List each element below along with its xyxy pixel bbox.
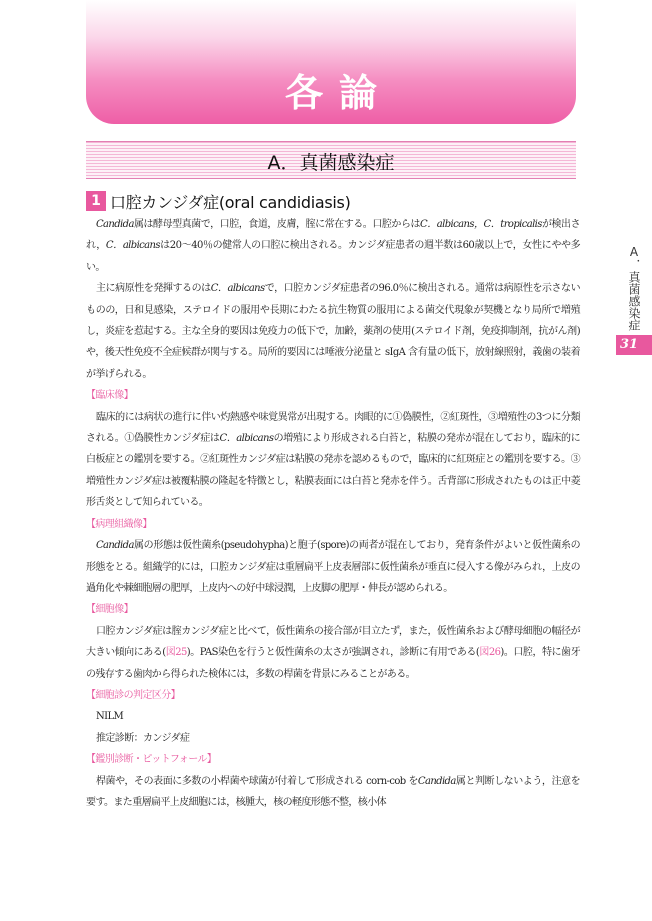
histology-label: 【病理組織像】 [86,518,152,530]
heading-number-badge: 1 [86,191,106,211]
clinical-paragraph [86,407,580,514]
genus-name: Candida [96,540,134,552]
text-span: )。口腔，特に歯牙の残存する歯肉から得られた検体には，多数の桿菌を背景にみることがある。 [86,647,580,680]
clinical-label: 【臨床像】 [86,390,133,402]
figure-ref-26[interactable]: 図26 [479,647,501,659]
section-title: A．真菌感染症 [267,152,395,174]
judgement-line-2: 推定診断：カンジダ症 [96,732,190,744]
chapter-banner [86,0,576,124]
species-names: C．albicans，C．tropicalis [420,219,542,230]
section-band [86,141,576,179]
side-chapter-label: A．真菌感染症 [627,245,641,331]
text-span: 口腔カンジダ症は腟カンジダ症と比べて，仮性菌糸の接合部が目立たず，また，仮性菌糸および酵母細胞の幅径が大きい傾向にある( [86,625,580,659]
chapter-title: 各論 [284,71,393,115]
species-name: C．albicans [105,240,160,252]
intro-paragraph-2 [86,278,580,385]
heading-text: 口腔カンジダ症(oral candidiasis) [110,192,351,212]
text-span: 属は酵母型真菌で，口腔，食道，皮膚，腟に常在する。口腔からは [133,219,421,230]
genus-name: Candida [96,219,134,230]
text-span: 主に病原性を発揮するのは [96,283,211,295]
text-span: 属の形態は仮性菌糸(pseudohypha)と胞子(spore)の両者が混在しており，発育条件がよいと仮性菌糸の形態をとる。組織学的には，口腔カンジダ症は重層扁平上皮表層部に仮性菌糸が垂直に侵入する像がみられ，上皮の過角化や棘細胞層の肥厚，上皮内への好中球浸潤，上皮脚の肥厚・伸長が認められる。 [86,540,580,594]
body-text [86,214,580,813]
judgement-label: 【細胞診の判定区分】 [86,689,180,701]
species-name: C．albicans [219,433,274,445]
intro-paragraph-1 [86,214,580,278]
text-span: 桿菌や，その表面に多数の小桿菌や球菌が付着して形成される corn-cob を [96,775,418,787]
text-span: )。PAS染色を行うと仮性菌糸の太さが強調され，診断に有用である( [186,647,480,659]
figure-ref-25[interactable]: 図25 [165,647,187,659]
text-span: 属と判断しないよう，注意を要す。また重層扁平上皮細胞には，核腫大，核の軽度形態不整，核小体 [86,775,580,808]
cytology-paragraph [86,621,580,685]
topic-heading [86,190,386,212]
text-span: で，口腔カンジダ症患者の96.0％に検出される。通常は病原性を示さないものの，日和見感染，ステロイドの服用や長期にわたる抗生物質の服用による菌交代現象が契機となり局所で増殖し，炎症を惹起する。主な全身的要因は免疫力の低下で，加齢，薬剤の使用(ステロイド剤，免疫抑制剤，抗がん剤)や，後天性免疫不全症候群が関与する。局所的要因には唾液分泌量と sIgA 含有量の低下，放射線照射，義歯の装着が挙げられる。 [86,283,580,380]
species-name: C．albicans [210,283,265,295]
judgement-line-1: NILM [96,711,124,723]
text-span: の増殖により形成される白苔と，粘膜の発赤が混在しており，臨床的に白板症との鑑別を要する。②紅斑性カンジダ症は粘膜の発赤を認めるもので，臨床的に紅斑症との鑑別を要する。③増殖性カンジダ症は被覆粘膜の隆起を特徴とし，粘膜表面には白苔と発赤を伴う。舌背部に形成されたものは正中菱形舌炎として知られている。 [86,433,580,509]
histology-paragraph [86,535,580,599]
differential-paragraph [86,771,580,814]
page-number: 31 [616,335,652,355]
cytology-label: 【細胞像】 [86,604,133,616]
text-span: 臨床的には病状の進行に伴い灼熱感や味覚異常が出現する。肉眼的に①偽膜性，②紅斑性，③増殖性の3つに分類される。①偽膜性カンジダ症は [86,411,580,445]
text-span: は20～40％の健常人の口腔に検出される。カンジダ症患者の週半数は60歳以上で，女性にやや多い。 [86,240,580,273]
text-span: が検出され， [86,219,580,252]
genus-name: Candida [417,775,456,787]
differential-label: 【鑑別診断・ピットフォール】 [86,754,217,766]
